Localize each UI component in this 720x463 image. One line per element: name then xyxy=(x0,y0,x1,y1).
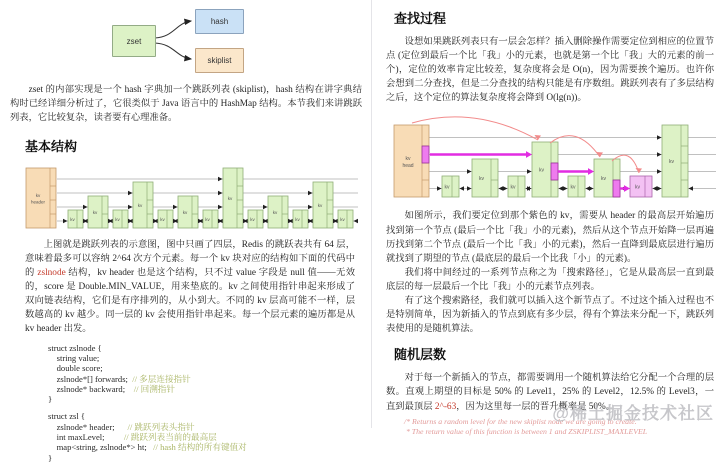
svg-text:kvheader: kv header xyxy=(30,193,46,205)
hash-label: hash xyxy=(210,17,229,26)
paragraph-search-path: 我们将中间经过的一系列节点称之为「搜索路径」，它是从最高层一直到最底层的每一层最后一个比「我」小的元素节点列表。 xyxy=(386,267,714,292)
code-line: int maxLevel; // 跳跃列表当前的最高层 xyxy=(48,432,217,442)
right-column xyxy=(384,0,716,437)
paragraph-search-intro: 设想如果跳跃列表只有一层会怎样？插入删除操作需要定位到相应的位置节点 (定位到最后一个比「我」小的元素，也就是第一个比「我」大的元素的前一个)，定位的效率肯定比较差，复杂度将会是 O(n)，因为需要挨个遍历。也许你会想到二分查找，但是二分查找的结构只能是有序数组。跳跃列表有了多层结构之后，这个定位的算法复杂度将会降到 O(lg(n))。 xyxy=(386,37,714,104)
code-line: struct zslnode { xyxy=(48,342,102,353)
svg-text:kvhead: kv head xyxy=(402,156,414,170)
svg-text:kv: kv xyxy=(539,167,544,174)
paragraph-skiplist-desc-pre: 上图就是跳跃列表的示意图，图中只画了四层，Redis 的跳跃表共有 64 层，意味着最多可以容纳 2^64 次方个元素。每一个 kv 块对应的结构如下面的代码中的 xyxy=(25,240,355,279)
code-comment-line: /* Returns a random level for the new skiplist node we are going to create. xyxy=(404,416,637,426)
code-line: } xyxy=(48,452,53,463)
code-line: zslnode* backward; // 回溯指针 xyxy=(48,383,175,394)
svg-text:kv: kv xyxy=(510,184,516,191)
watermark: @稀土掘金技术社区 xyxy=(552,404,714,423)
code-line: struct zsl { xyxy=(48,411,86,422)
left-column xyxy=(8,0,364,463)
code-block-zslnode xyxy=(48,343,364,405)
skiplist-label: skiplist xyxy=(207,56,232,65)
paragraph-skiplist-desc-post: 结构，kv header 也是这个结构，只不过 value 字段是 null 值——无效的，score 是 Double.MIN_VALUE，用来垫底的。kv 之间使用指针串起来形成了双向链表结构，它们是有序排列的，从小到大。不同的 kv 层高可能不一样，层数越高的 kv 越少。同一层的 kv 会使用指针串起来。每一个层元素的遍历都是从 kv header 出发。 xyxy=(25,268,356,334)
inline-code-probability: 2^-63 xyxy=(434,401,457,412)
section-title-random-level: 随机层数 xyxy=(394,347,447,363)
code-line: } xyxy=(48,394,53,405)
svg-text:kv: kv xyxy=(115,217,120,223)
code-line: zslnode* header; // 跳跃列表头指针 xyxy=(48,421,195,432)
svg-text:kv: kv xyxy=(444,184,450,191)
code-line: map<string, zslnode*> ht; // hash 结构的所有键值对 xyxy=(48,442,247,453)
svg-text:kv: kv xyxy=(250,217,255,223)
hash-box xyxy=(195,9,244,34)
svg-text:kv: kv xyxy=(570,184,576,191)
svg-text:kv: kv xyxy=(479,176,484,183)
svg-text:kv: kv xyxy=(137,203,143,209)
skiplist-basic-diagram xyxy=(24,162,362,234)
svg-text:kv: kv xyxy=(70,217,75,223)
svg-text:kv: kv xyxy=(317,203,323,209)
code-block-zsl xyxy=(48,411,364,462)
code-line: string value; xyxy=(48,352,100,363)
svg-text:kv: kv xyxy=(182,210,188,216)
zset-box xyxy=(112,25,156,57)
svg-text:kv: kv xyxy=(635,184,640,191)
zset-label: zset xyxy=(126,36,142,46)
svg-text:kv: kv xyxy=(227,196,233,202)
code-line: double score; xyxy=(48,363,103,374)
zset-structure-diagram xyxy=(8,0,364,80)
paragraph-insert-node: 有了这个搜索路径，我们就可以插入这个新节点了。不过这个插入过程也不是特别简单，因为新插入的节点到底有多少层，得有个算法来分配一下，跳跃列表使用的是随机算法。 xyxy=(386,296,714,335)
svg-text:kv: kv xyxy=(272,210,278,216)
inline-code-zslnode: zslnode xyxy=(37,268,66,279)
zset-arrows-icon xyxy=(8,0,364,80)
paragraph-search-steps: 如图所示，我们要定位到那个紫色的 kv，需要从 header 的最高层开始遍历找到第一个节点 (最后一个比「我」小的元素)，然后从这个节点开始降一层再遍历找到第二个节点 (最后一个比「我」小的元素)，然后一直降到最底层进行遍历就找到了期望的节点 (最底层的最后一个比我「小」的元素)。 xyxy=(386,211,714,264)
svg-text:kv: kv xyxy=(340,217,345,223)
section-title-search-process: 查找过程 xyxy=(394,11,447,26)
code-comment-line: * The return value of this function is between 1 and ZSKIPLIST_MAXLEVEL xyxy=(404,426,648,436)
svg-text:kv: kv xyxy=(601,176,606,183)
skiplist-search-diagram xyxy=(390,113,720,205)
paragraph-random-level-post: ，因为这里每一层的晋升概率是 50%。 xyxy=(456,401,616,412)
code-line: zslnode*[] forwards; // 多层连接指针 xyxy=(48,373,191,384)
intro-paragraph: zset 的内部实现是一个 hash 字典加一个跳跃列表 (skiplist)，hash 结构在讲字典结构时已经详细分析过了，它很类似于 Java 语言中的 HashMap 结构。本节我们来讲跳跃列表，它比较复杂，读者要有心理准备。 xyxy=(10,85,362,124)
paragraph-skiplist-desc xyxy=(25,239,355,336)
svg-text:kv: kv xyxy=(160,217,165,223)
paragraph-random-level-pre: 对于每一个新插入的节点，都需要调用一个随机算法给它分配一个合理的层数。直观上期望的目标是 50% 的 Level1，25% 的 Level2，12.5% 的 Level3，一直到最顶层 xyxy=(386,373,714,412)
svg-text:kv: kv xyxy=(205,217,210,223)
svg-text:kv: kv xyxy=(92,210,98,216)
column-divider xyxy=(371,0,372,428)
svg-text:kv: kv xyxy=(669,159,674,166)
section-title-basic-structure: 基本结构 xyxy=(25,139,78,155)
svg-text:kv: kv xyxy=(295,217,300,223)
skiplist-box xyxy=(195,48,244,73)
